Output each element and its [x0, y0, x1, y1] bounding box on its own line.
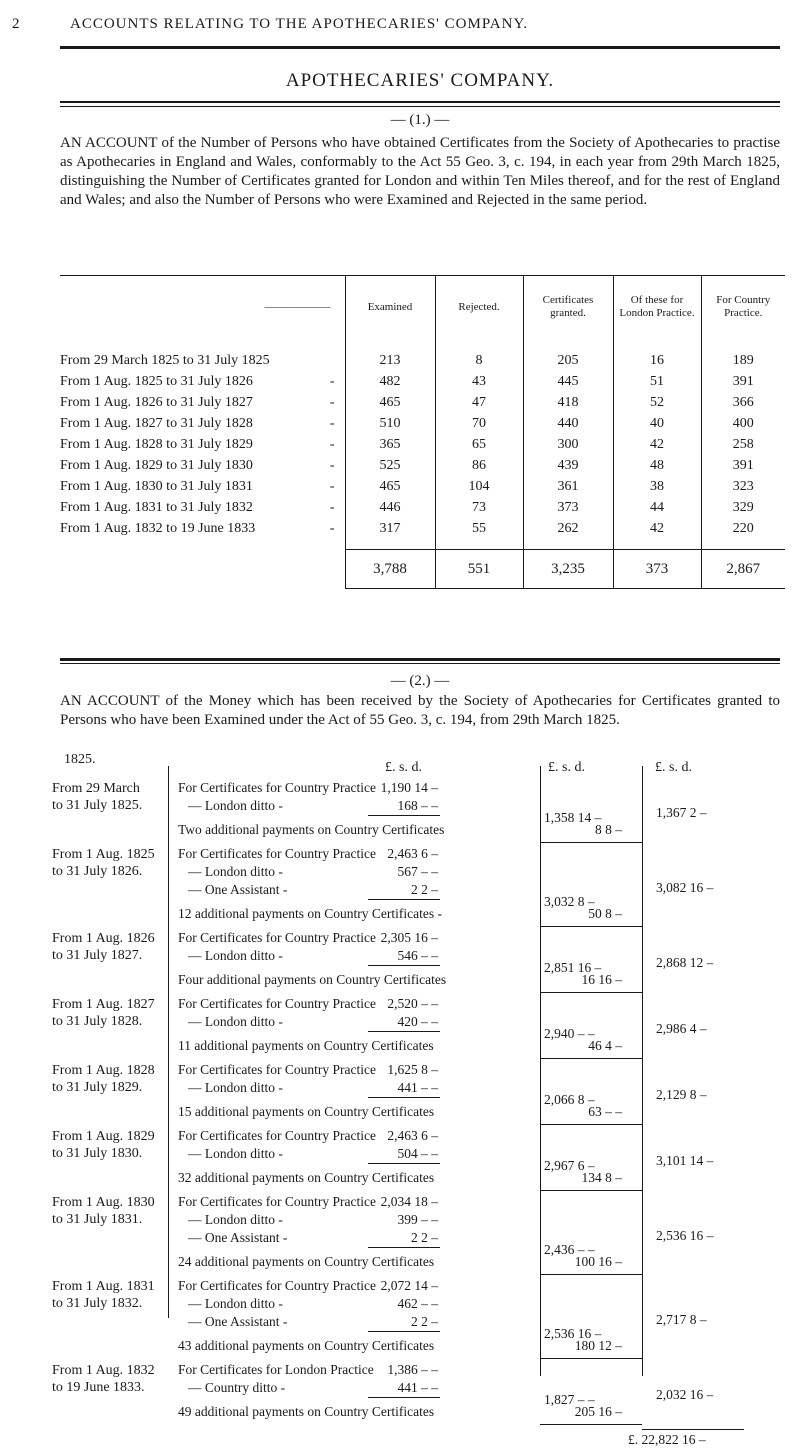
item-label: — London ditto - — [188, 1080, 283, 1095]
period-label: From 29 March 1825 to 31 July 1825 — [60, 352, 270, 368]
country-cell: 366 — [701, 392, 785, 413]
item-label: — London ditto - — [188, 1212, 283, 1227]
additional-label: 43 additional payments on Country Certificates — [178, 1338, 435, 1353]
totals-row — [60, 550, 785, 589]
item-amount: 504 – – — [397, 1146, 438, 1161]
period-label: From 1 Aug. 1829 — [52, 1129, 155, 1144]
london-cell: 42 — [613, 518, 701, 550]
leader-dash: - — [329, 457, 335, 473]
period-label: to 31 July 1832. — [52, 1296, 143, 1311]
additional-amount: 180 12 – — [574, 1338, 622, 1353]
subtotal-rule — [368, 1163, 440, 1164]
rejected-cell: 47 — [435, 392, 523, 413]
london-cell: 42 — [613, 434, 701, 455]
item-amount: 2,072 14 – — [380, 1278, 438, 1293]
item-amount: 2,034 18 – — [380, 1194, 438, 1209]
block-rule — [540, 842, 642, 843]
item-label: — One Assistant - — [188, 1314, 288, 1329]
period-cell — [60, 434, 345, 455]
table-row — [60, 371, 785, 392]
subtotal-amount: 2,066 8 – — [544, 1092, 595, 1107]
block-rule — [540, 926, 642, 927]
additional-amount: 205 16 – — [574, 1404, 622, 1419]
period-cell — [60, 476, 345, 497]
period-cell — [60, 497, 345, 518]
country-cell: 220 — [701, 518, 785, 550]
item-amount: 1,625 8 – — [387, 1062, 438, 1077]
leader-dash: - — [329, 436, 335, 452]
item-amount: 2,463 6 – — [387, 846, 438, 861]
country-cell: 400 — [701, 413, 785, 434]
certificates-cell: 418 — [523, 392, 613, 413]
rejected-cell: 65 — [435, 434, 523, 455]
item-amount: 168 – – — [397, 798, 438, 813]
table-row — [60, 392, 785, 413]
rejected-cell: 55 — [435, 518, 523, 550]
subtotal-rule — [368, 815, 440, 816]
country-cell: 329 — [701, 497, 785, 518]
item-amount: 1,386 – – — [387, 1362, 438, 1377]
grand-total: £. 22,822 16 – — [628, 1432, 706, 1447]
london-cell: 52 — [613, 392, 701, 413]
period-label: From 1 Aug. 1826 to 31 July 1827 — [60, 394, 253, 410]
total-country: 2,867 — [701, 550, 785, 589]
column-rule — [540, 766, 541, 1376]
period-label: From 1 Aug. 1827 — [52, 997, 155, 1012]
subtotal-rule — [368, 1397, 440, 1398]
additional-amount: 16 16 – — [581, 972, 622, 987]
examined-cell: 365 — [345, 434, 435, 455]
item-label: — One Assistant - — [188, 882, 288, 897]
running-head — [12, 16, 782, 33]
item-amount: 2,463 6 – — [387, 1128, 438, 1143]
item-label: For Certificates for Country Practice — [178, 1278, 376, 1293]
period-label: From 29 March — [52, 781, 140, 796]
period-cell — [60, 518, 345, 550]
leader-dash: - — [329, 499, 335, 515]
page-number: 2 — [12, 16, 21, 32]
section-rule-thin — [60, 663, 780, 664]
subtotal-amount: 1,827 – – — [544, 1392, 595, 1407]
leader-dash: - — [329, 373, 335, 389]
item-label: For Certificates for Country Practice — [178, 1128, 376, 1143]
block-rule — [540, 1058, 642, 1059]
period-cell — [60, 338, 345, 371]
item-label: For Certificates for London Practice — [178, 1362, 374, 1377]
certificates-cell: 445 — [523, 371, 613, 392]
examined-cell: 482 — [345, 371, 435, 392]
item-label: — One Assistant - — [188, 1230, 288, 1245]
london-cell: 48 — [613, 455, 701, 476]
column-header: For Country Practice. — [701, 276, 785, 339]
examined-cell: 465 — [345, 392, 435, 413]
title-rule — [60, 101, 780, 103]
item-amount: 2,520 – – — [387, 996, 438, 1011]
certificates-cell: 439 — [523, 455, 613, 476]
block-rule — [540, 992, 642, 993]
subtotal-rule — [368, 965, 440, 966]
year-label: 1825. — [64, 752, 96, 767]
subtotal-rule — [368, 1031, 440, 1032]
column-header: Examined — [345, 276, 435, 339]
period-label: From 1 Aug. 1832 to 19 June 1833 — [60, 520, 256, 536]
leader-dash: - — [329, 415, 335, 431]
item-label: — London ditto - — [188, 1296, 283, 1311]
london-cell: 38 — [613, 476, 701, 497]
period-label: From 1 Aug. 1828 to 31 July 1829 — [60, 436, 253, 452]
item-amount: 2 2 – — [411, 1230, 438, 1245]
period-label: From 1 Aug. 1830 to 31 July 1831 — [60, 478, 253, 494]
period-total: 3,101 14 – — [656, 1153, 714, 1168]
section-rule — [60, 658, 780, 661]
subtotal-rule — [368, 899, 440, 900]
additional-amount: 134 8 – — [581, 1170, 622, 1185]
item-label: For Certificates for Country Practice — [178, 996, 376, 1011]
currency-header: £. s. d. — [655, 760, 692, 775]
item-label: — London ditto - — [188, 948, 283, 963]
period-total: 3,082 16 – — [656, 880, 714, 895]
period-label: From 1 Aug. 1828 — [52, 1063, 155, 1078]
additional-amount: 50 8 – — [588, 906, 622, 921]
column-header: Certificates granted. — [523, 276, 613, 339]
item-label: — Country ditto - — [188, 1380, 286, 1395]
column-header: Of these for London Practice. — [613, 276, 701, 339]
period-label: From 1 Aug. 1827 to 31 July 1828 — [60, 415, 253, 431]
rejected-cell: 70 — [435, 413, 523, 434]
period-total: 2,717 8 – — [656, 1312, 707, 1327]
section-1-number: — (1.) — — [390, 112, 450, 128]
period-label: From 1 Aug. 1825 to 31 July 1826 — [60, 373, 253, 389]
period-label: to 31 July 1829. — [52, 1080, 143, 1095]
table-row — [60, 476, 785, 497]
item-amount: 2 2 – — [411, 882, 438, 897]
period-label: to 31 July 1825. — [52, 798, 143, 813]
subtotal-rule — [368, 1247, 440, 1248]
stub-header: —————— — [60, 276, 345, 339]
subtotal-amount: 2,940 – – — [544, 1026, 595, 1041]
subtotal-amount: 2,851 16 – — [544, 960, 602, 975]
rejected-cell: 43 — [435, 371, 523, 392]
period-cell — [60, 392, 345, 413]
table-header-row — [60, 276, 785, 339]
total-rejected: 551 — [435, 550, 523, 589]
table-row — [60, 518, 785, 550]
subtotal-amount: 1,358 14 – — [544, 810, 602, 825]
period-label: From 1 Aug. 1829 to 31 July 1830 — [60, 457, 253, 473]
table-row — [60, 338, 785, 371]
country-cell: 391 — [701, 371, 785, 392]
item-label: For Certificates for Country Practice — [178, 1194, 376, 1209]
item-amount: 2,305 16 – — [380, 930, 438, 945]
header-rule — [60, 46, 780, 49]
period-total: 1,367 2 – — [656, 805, 707, 820]
certificates-cell: 300 — [523, 434, 613, 455]
period-label: From 1 Aug. 1830 — [52, 1195, 155, 1210]
subtotal-amount: 2,967 6 – — [544, 1158, 595, 1173]
leader-dash: - — [329, 394, 335, 410]
section-1-intro: AN ACCOUNT of the Number of Persons who have obtained Certificates from the Society of Apothecaries to practise as Apothecaries in England and Wales, conformably to the Act 55 Geo. 3, c. 194, in each year from 29th March 1825, distinguishing the Number of Certificates granted for London and within Ten Miles thereof, and for the rest of England and Wales; and also the Number of Persons who were Examined and Rejected in the same period. — [60, 135, 780, 208]
grand-total-rule — [642, 1429, 744, 1430]
item-amount: 546 – – — [397, 948, 438, 963]
period-cell — [60, 455, 345, 476]
period-label: to 31 July 1828. — [52, 1014, 143, 1029]
period-total: 2,868 12 – — [656, 955, 714, 970]
item-label: — London ditto - — [188, 798, 283, 813]
period-cell — [60, 413, 345, 434]
certificates-cell: 361 — [523, 476, 613, 497]
period-label: From 1 Aug. 1831 to 31 July 1832 — [60, 499, 253, 515]
rejected-cell: 73 — [435, 497, 523, 518]
section-2-number: — (2.) — — [390, 673, 450, 689]
examined-cell: 510 — [345, 413, 435, 434]
london-cell: 44 — [613, 497, 701, 518]
examined-cell: 465 — [345, 476, 435, 497]
leader-dash: - — [329, 478, 335, 494]
money-account — [50, 752, 800, 1447]
additional-amount: 63 – – — [588, 1104, 622, 1119]
additional-label: Four additional payments on Country Certificates — [178, 972, 447, 987]
additional-label: 24 additional payments on Country Certificates — [178, 1254, 435, 1269]
additional-label: 49 additional payments on Country Certificates — [178, 1404, 435, 1419]
period-label: From 1 Aug. 1826 — [52, 931, 155, 946]
total-examined: 3,788 — [345, 550, 435, 589]
period-label: to 31 July 1831. — [52, 1212, 143, 1227]
block-rule — [540, 1274, 642, 1275]
period-label: From 1 Aug. 1832 — [52, 1363, 155, 1378]
item-label: — London ditto - — [188, 1014, 283, 1029]
additional-label: Two additional payments on Country Certificates — [178, 822, 445, 837]
period-label: to 31 July 1826. — [52, 864, 143, 879]
period-label: From 1 Aug. 1831 — [52, 1279, 155, 1294]
item-amount: 420 – – — [397, 1014, 438, 1029]
rejected-cell: 104 — [435, 476, 523, 497]
block-rule — [540, 1190, 642, 1191]
item-label: For Certificates for Country Practice — [178, 780, 376, 795]
currency-header: £. s. d. — [548, 760, 585, 775]
item-label: For Certificates for Country Practice — [178, 930, 376, 945]
additional-amount: 46 4 – — [588, 1038, 622, 1053]
period-label: From 1 Aug. 1825 — [52, 847, 155, 862]
table-row — [60, 434, 785, 455]
period-cell — [60, 371, 345, 392]
item-amount: 441 – – — [397, 1380, 438, 1395]
item-amount: 399 – – — [397, 1212, 438, 1227]
certificates-cell: 440 — [523, 413, 613, 434]
london-cell: 51 — [613, 371, 701, 392]
rejected-cell: 86 — [435, 455, 523, 476]
country-cell: 189 — [701, 338, 785, 371]
additional-label: 11 additional payments on Country Certificates — [178, 1038, 434, 1053]
page-title: APOTHECARIES' COMPANY. — [285, 70, 555, 91]
period-label: to 31 July 1827. — [52, 948, 143, 963]
table-row — [60, 455, 785, 476]
table-row — [60, 413, 785, 434]
item-amount: 1,190 14 – — [380, 780, 438, 795]
period-label: to 31 July 1830. — [52, 1146, 143, 1161]
period-total: 2,986 4 – — [656, 1021, 707, 1036]
item-label: For Certificates for Country Practice — [178, 1062, 376, 1077]
subtotal-amount: 2,436 – – — [544, 1242, 595, 1257]
additional-amount: 8 8 – — [595, 822, 622, 837]
title-rule-thin — [60, 106, 780, 107]
period-label: to 19 June 1833. — [52, 1380, 145, 1395]
column-rule — [168, 766, 169, 1318]
london-cell: 16 — [613, 338, 701, 371]
certificates-cell: 205 — [523, 338, 613, 371]
leader-dash: - — [329, 520, 335, 536]
column-rule — [642, 766, 643, 1376]
country-cell: 391 — [701, 455, 785, 476]
certificates-cell: 262 — [523, 518, 613, 550]
country-cell: 323 — [701, 476, 785, 497]
subtotal-rule — [368, 1331, 440, 1332]
period-total: 2,032 16 – — [656, 1387, 714, 1402]
item-amount: 462 – – — [397, 1296, 438, 1311]
block-rule — [540, 1124, 642, 1125]
rejected-cell: 8 — [435, 338, 523, 371]
item-label: — London ditto - — [188, 1146, 283, 1161]
examined-cell: 525 — [345, 455, 435, 476]
item-amount: 2 2 – — [411, 1314, 438, 1329]
additional-label: 12 additional payments on Country Certificates - — [178, 906, 442, 921]
table-row — [60, 497, 785, 518]
section-2-intro: AN ACCOUNT of the Money which has been received by the Society of Apothecaries for Certificates granted to Persons who have been Examined under the Act of 55 Geo. 3, c. 194, from 29th March 1825. — [60, 693, 780, 728]
examined-cell: 213 — [345, 338, 435, 371]
additional-label: 32 additional payments on Country Certificates — [178, 1170, 435, 1185]
subtotal-amount: 3,032 8 – — [544, 894, 595, 909]
item-amount: 441 – – — [397, 1080, 438, 1095]
subtotal-rule — [368, 1097, 440, 1098]
block-rule — [540, 1424, 642, 1425]
total-london: 373 — [613, 550, 701, 589]
country-cell: 258 — [701, 434, 785, 455]
subtotal-amount: 2,536 16 – — [544, 1326, 602, 1341]
running-head-title: ACCOUNTS RELATING TO THE APOTHECARIES' COMPANY. — [70, 16, 529, 32]
certificates-table — [60, 275, 785, 589]
examined-cell: 317 — [345, 518, 435, 550]
period-total: 2,536 16 – — [656, 1228, 714, 1243]
additional-label: 15 additional payments on Country Certificates — [178, 1104, 435, 1119]
item-amount: 567 – – — [397, 864, 438, 879]
additional-amount: 100 16 – — [574, 1254, 622, 1269]
examined-cell: 446 — [345, 497, 435, 518]
column-header: Rejected. — [435, 276, 523, 339]
item-label: For Certificates for Country Practice — [178, 846, 376, 861]
currency-header: £. s. d. — [385, 760, 422, 775]
period-total: 2,129 8 – — [656, 1087, 707, 1102]
certificates-cell: 373 — [523, 497, 613, 518]
total-certificates: 3,235 — [523, 550, 613, 589]
item-label: — London ditto - — [188, 864, 283, 879]
block-rule — [540, 1358, 642, 1359]
london-cell: 40 — [613, 413, 701, 434]
